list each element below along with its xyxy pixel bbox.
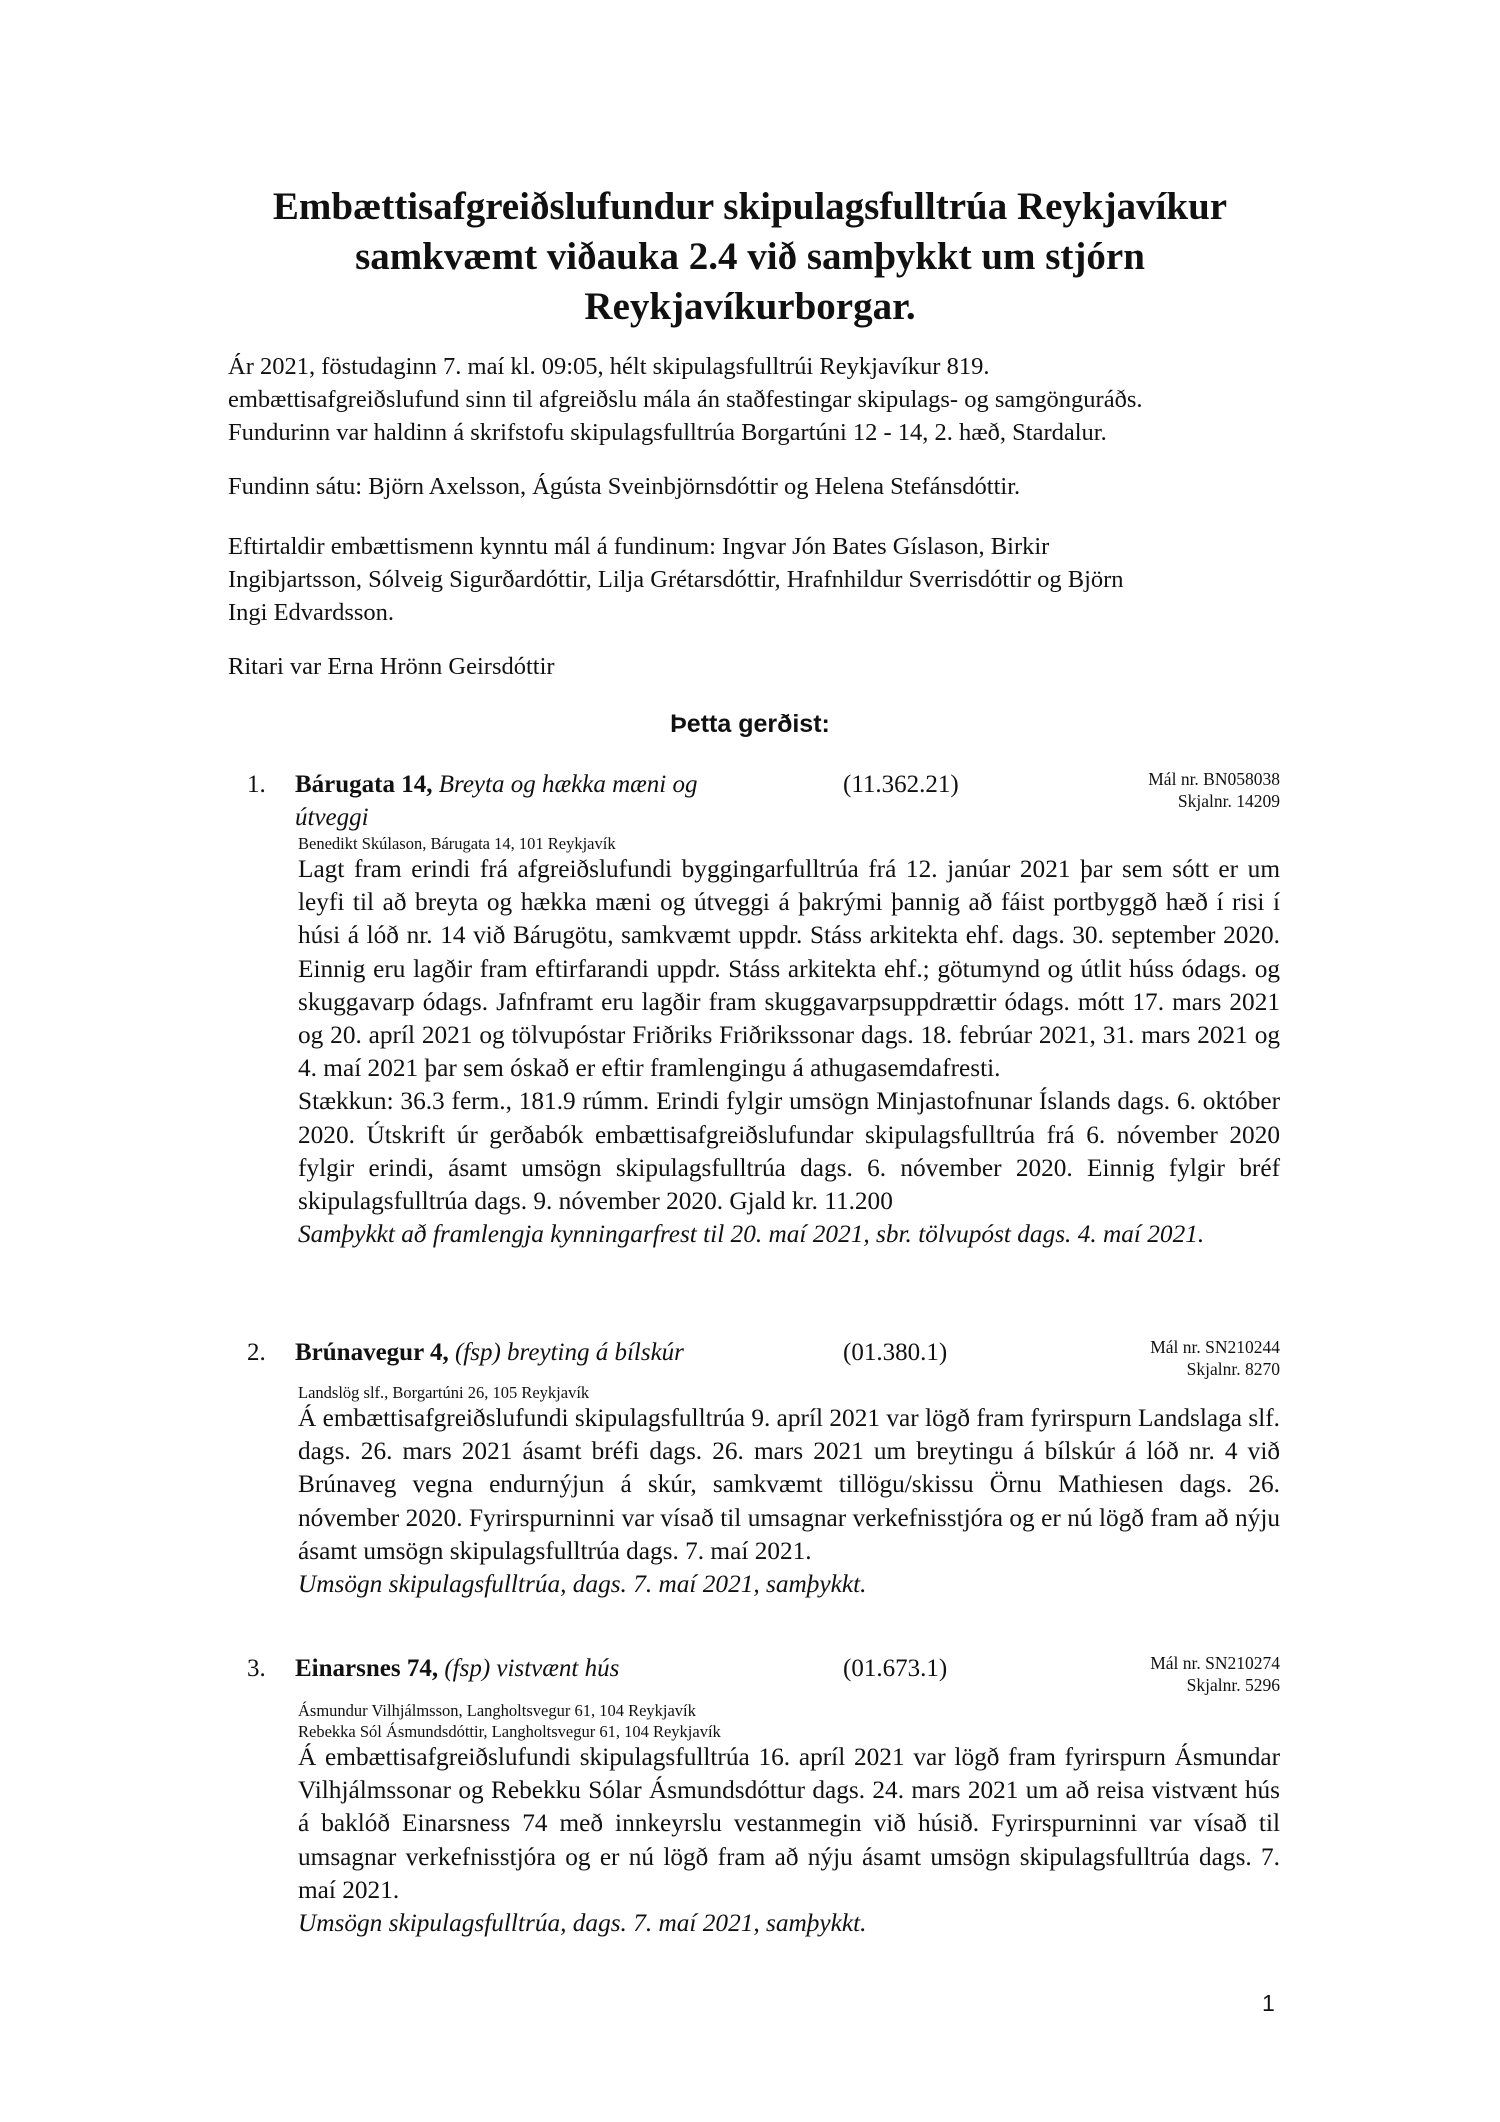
document-title [200,182,1300,332]
title-line: Reykjavíkurborgar. [584,285,916,328]
item-heading [295,1336,765,1369]
applicant: Benedikt Skúlason, Bárugata 14, 101 Reykjavík [298,834,616,853]
item-paragraph: Stækkun: 36.3 ferm., 181.9 rúmm. Erindi fylgir umsögn Minjastofnunar Íslands dags. 6. október 2020. Útskrift úr gerðabók embættisafgreiðslufundar skipulagsfulltrúa frá 6. nóvember 2020 fylgir erindi, ásamt umsögn skipulagsfulltrúa dags. 6. nóvember 2020. Einnig fylgir bréf skipulagsfulltrúa dags. 9. nóvember 2020. Gjald kr. 11.200 [298,1087,1280,1216]
attendees-paragraph [228,470,1308,503]
item-paragraph: Lagt fram erindi frá afgreiðslufundi byggingarfulltrúa frá 12. janúar 2021 þar sem sótt er um leyfi til að breyta og hækka mæni og útveggi á þakrými þannig að fáist portbyggð hæð í risi í húsi á lóð nr. 14 við Bárugötu, samkvæmt uppdr. Stáss arkitekta ehf. dags. 30. september 2020. Einnig eru lagðir fram eftirfarandi uppdr. Stáss arkitekta ehf.; götumynd og útlit húss ódags. og skuggavarp ódags. Jafnframt eru lagðir fram skuggavarpsuppdrættir ódags. mótt 17. mars 2021 og 20. apríl 2021 og tölvupóstar Friðriks Friðrikssonar dags. 18. febrúar 2021, 31. mars 2021 og 4. maí 2021 þar sem óskað er eftir framlengingu á athugasemdafresti. [298,855,1280,1083]
item-land-number: (01.380.1) [843,1339,948,1366]
presenters-line: Ingi Edvardsson. [228,599,395,626]
item-applicants [298,1700,721,1742]
item-address: Bárugata 14, [295,771,433,798]
item-number: 3. [247,1655,266,1682]
item-body [298,1402,1280,1601]
applicant: Landslög slf., Borgartúni 26, 105 Reykjavík [298,1383,590,1402]
item-heading [295,1652,765,1685]
item-paragraph: Á embættisafgreiðslufundi skipulagsfulltrúa 16. apríl 2021 var lögð fram fyrirspurn Ásmundar Vilhjálmssonar og Rebekku Sólar Ásmundsdóttur dags. 24. mars 2021 um að reisa vistvænt hús á baklóð Einarsness 74 með innkeyrslu vestanmegin við húsið. Fyrirspurninni var vísað til umsagnar verkefnisstjóra og er nú lögð fram að nýju ásamt umsögn skipulagsfulltrúa dags. 7. maí 2021. [298,1743,1280,1904]
item-address: Einarsnes 74, [295,1655,439,1682]
item-case-number: Mál nr. SN210244 [1150,1337,1280,1357]
item-file-number: Skjalnr. 8270 [1186,1359,1280,1379]
item-number: 2. [247,1339,266,1366]
title-line: Embættisafgreiðslufundur skipulagsfulltrúa Reykjavíkur [272,185,1228,228]
item-decision: Samþykkt að framlengja kynningarfrest til 20. maí 2021, sbr. tölvupóst dags. 4. maí 2021. [298,1220,1205,1249]
presenters-paragraph [228,530,1308,629]
intro-line: Fundurinn var haldinn á skrifstofu skipulagsfulltrúa Borgartúni 12 - 14, 2. hæð, Stardalur. [228,419,1107,446]
attendees-line: Fundinn sátu: Björn Axelsson, Ágústa Sveinbjörnsdóttir og Helena Stefánsdóttir. [228,473,1021,500]
item-case-number: Mál nr. SN210274 [1150,1653,1280,1673]
secretary-line: Ritari var Erna Hrönn Geirsdóttir [228,653,555,680]
secretary-paragraph [228,650,1308,683]
item-number: 1. [247,771,266,798]
item-references [1150,1652,1280,1696]
item-decision: Umsögn skipulagsfulltrúa, dags. 7. maí 2021, samþykkt. [298,1570,867,1599]
title-line: samkvæmt viðauka 2.4 við samþykkt um stjórn [355,235,1145,278]
section-heading: Þetta gerðist: [670,710,830,738]
intro-line: embættisafgreiðslufund sinn til afgreiðslu mála án staðfestingar skipulags- og samgönguráðs. [228,386,1143,413]
applicant: Rebekka Sól Ásmundsdóttir, Langholtsvegur 61, 104 Reykjavík [298,1722,721,1741]
presenters-line: Ingibjartsson, Sólveig Sigurðardóttir, Lilja Grétarsdóttir, Hrafnhildur Sverrisdóttir og Björn [228,566,1124,593]
item-applicants [298,1382,589,1403]
item-land-number: (01.673.1) [843,1655,948,1682]
page-number: 1 [1262,1990,1275,2016]
item-body [298,853,1280,1251]
item-subject: (fsp) vistvænt hús [444,1655,620,1682]
item-subject: Breyta og hækka mæni og útveggi [295,771,698,831]
item-body [298,1741,1280,1940]
item-references [1150,1336,1280,1380]
presenters-line: Eftirtaldir embættismenn kynntu mál á fundinum: Ingvar Jón Bates Gíslason, Birkir [228,533,1050,560]
item-references [1148,768,1280,812]
item-land-number: (11.362.21) [843,771,959,798]
item-decision: Umsögn skipulagsfulltrúa, dags. 7. maí 2021, samþykkt. [298,1909,867,1938]
item-applicants [298,833,616,854]
item-file-number: Skjalnr. 5296 [1186,1675,1280,1695]
intro-paragraph [228,350,1308,449]
intro-line: Ár 2021, föstudaginn 7. maí kl. 09:05, hélt skipulagsfulltrúi Reykjavíkur 819. [228,353,990,380]
item-case-number: Mál nr. BN058038 [1148,769,1280,789]
item-subject: (fsp) breyting á bílskúr [454,1339,684,1366]
item-address: Brúnavegur 4, [295,1339,449,1366]
item-file-number: Skjalnr. 14209 [1177,791,1280,811]
item-heading [295,768,765,834]
item-paragraph: Á embættisafgreiðslufundi skipulagsfulltrúa 9. apríl 2021 var lögð fram fyrirspurn Landslaga slf. dags. 26. mars 2021 ásamt bréfi dags. 26. mars 2021 um breytingu á bílskúr á lóð nr. 4 við Brúnaveg vegna endurnýjun á skúr, samkvæmt tillögu/skissu Örnu Mathiesen dags. 26. nóvember 2020. Fyrirspurninni var vísað til umsagnar verkefnisstjóra og er nú lögð fram að nýju ásamt umsögn skipulagsfulltrúa dags. 7. maí 2021. [298,1404,1280,1565]
applicant: Ásmundur Vilhjálmsson, Langholtsvegur 61, 104 Reykjavík [298,1701,696,1720]
